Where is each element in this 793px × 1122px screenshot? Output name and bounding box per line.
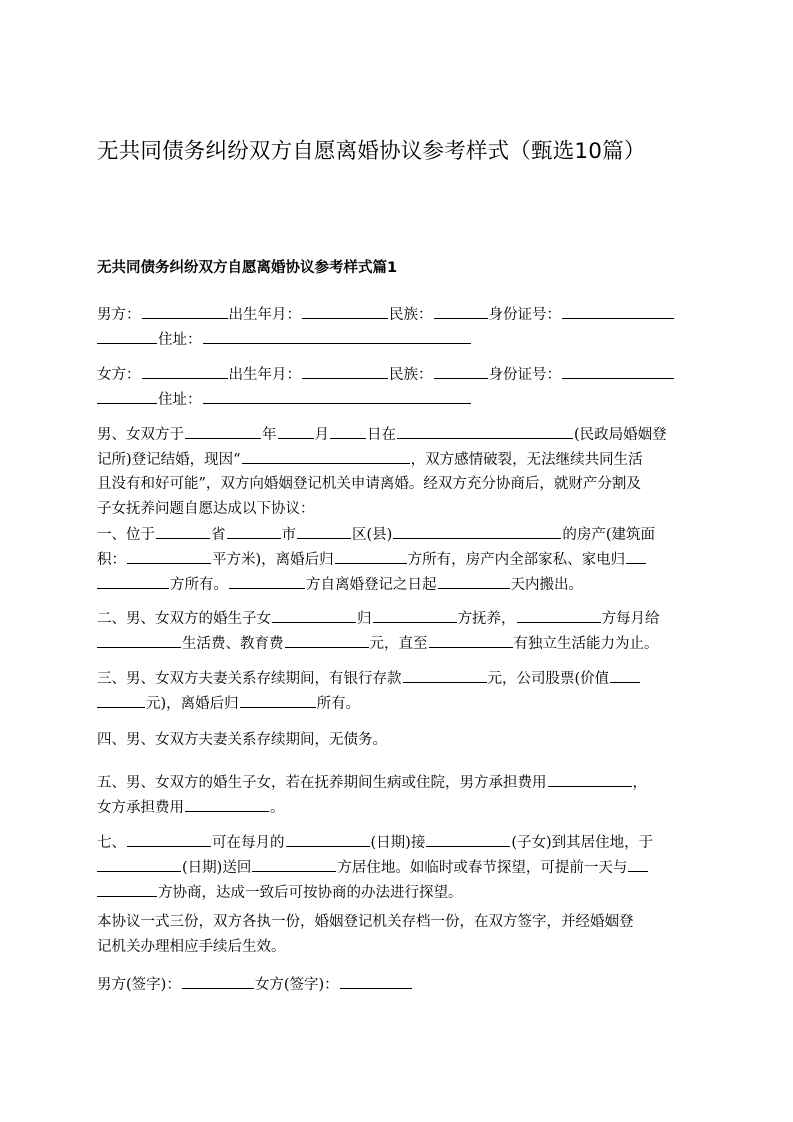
negotiate-party-blank-cont — [97, 880, 157, 897]
woman-cost-blank — [185, 795, 269, 812]
child-blank — [272, 606, 356, 623]
clause-1 — [97, 522, 697, 597]
man-ethnic-label: 民族： — [389, 307, 433, 323]
woman-ethnic-label: 民族： — [389, 367, 433, 383]
child-name-blank — [426, 830, 510, 847]
intro-text: ，双方感情破裂，无法继续共同生活 — [410, 452, 643, 468]
intro-text: 日在 — [367, 427, 396, 443]
clause-text: 元，公司股票(价值 — [487, 671, 610, 687]
man-id-blank — [562, 302, 674, 319]
negotiate-party-blank — [628, 855, 648, 872]
man-signature-label: 男方(签字)： — [97, 977, 181, 993]
clause-text: (子女)到其居住地，于 — [511, 835, 654, 851]
man-cost-blank — [548, 770, 632, 787]
woman-id-label: 身份证号： — [488, 367, 561, 383]
woman-info-line-1 — [97, 362, 697, 387]
woman-signature-label: 女方(签字)： — [254, 977, 339, 993]
clause-text: 可在每月的 — [212, 835, 285, 851]
clause-text: 五、男、女双方的婚生子女，若在抚养期间生病或住院，男方承担费用 — [97, 775, 547, 791]
province-blank — [156, 522, 210, 539]
man-label: 男方： — [97, 307, 141, 323]
clause-text: (日期)接 — [370, 835, 426, 851]
man-addr-label: 住址： — [158, 332, 202, 348]
move-out-party-blank — [229, 572, 305, 589]
address-blank — [393, 522, 561, 539]
month-blank — [278, 422, 314, 439]
clause-text: 方自离婚登记之日起 — [306, 577, 437, 593]
closing-line-2 — [97, 935, 697, 960]
clause-text: 元)，离婚后归 — [146, 696, 239, 712]
man-ethnic-blank — [434, 302, 488, 319]
intro-line-1 — [97, 422, 697, 447]
day-blank — [330, 422, 366, 439]
clause-text: ， — [632, 775, 647, 791]
woman-ethnic-blank — [434, 362, 488, 379]
clause-text: 二、男、女双方的婚生子女 — [97, 611, 271, 627]
man-id-label: 身份证号： — [488, 307, 561, 323]
clause-text: 方居住地。如临时或春节探望，可提前一天与 — [337, 860, 628, 876]
intro-text: 记所)登记结婚，现因“ — [97, 452, 241, 468]
document-title: 无共同债务纠纷双方自愿离婚协议参考样式（甄选10篇） — [97, 139, 646, 164]
clause-3-line-2 — [97, 691, 697, 716]
clause-text: 。 — [270, 800, 285, 816]
clause-text: 方所有，房产内全部家私、家电归 — [407, 552, 626, 568]
clause-text: 方每月给 — [601, 611, 660, 627]
clause-7 — [97, 830, 697, 905]
asset-owner-blank — [240, 691, 316, 708]
intro-text: 且没有和好可能”，双方向婚姻登记机关申请离婚。经双方充分协商后，就财产分割及 — [97, 476, 641, 492]
clause-3-line-1 — [97, 666, 697, 691]
woman-addr-blank — [203, 387, 471, 404]
clause-text: 七、 — [97, 835, 126, 851]
clause-text: 所有。 — [316, 696, 361, 712]
woman-birth-label: 出生年月： — [228, 367, 301, 383]
clause-7-line-1 — [97, 830, 697, 855]
clause-3 — [97, 666, 697, 716]
clause-text: 方抚养， — [457, 611, 516, 627]
woman-info-line-2 — [97, 387, 697, 412]
man-info-block — [97, 302, 697, 352]
until-blank — [429, 631, 513, 648]
clause-2-line-2 — [97, 631, 697, 656]
signature-line — [97, 972, 697, 997]
clause-text: 平方米)，离婚后归 — [212, 552, 334, 568]
clause-text: (日期)送回 — [182, 860, 252, 876]
custody-blank — [373, 606, 457, 623]
man-signature-blank — [182, 972, 254, 989]
payee-blank — [97, 631, 181, 648]
clause-text: 天内搬出。 — [510, 577, 583, 593]
intro-line-3 — [97, 472, 697, 497]
intro-line-2 — [97, 447, 697, 472]
woman-name-blank — [142, 362, 228, 379]
clause-text: 三、男、女双方夫妻关系存续期间，有银行存款 — [97, 671, 402, 687]
section-heading: 无共同债务纠纷双方自愿离婚协议参考样式篇1 — [97, 260, 398, 276]
clause-7-line-3 — [97, 880, 697, 905]
clause-2-line-1 — [97, 606, 697, 631]
woman-addr-label: 住址： — [158, 392, 202, 408]
closing-paragraph — [97, 910, 697, 960]
intro-text: 月 — [314, 427, 329, 443]
clause-4 — [97, 728, 697, 753]
clause-text: 女方承担费用 — [97, 800, 184, 816]
intro-text: 男、女双方于 — [97, 427, 184, 443]
return-party-blank — [252, 855, 336, 872]
amount-blank — [285, 631, 369, 648]
closing-line-1 — [97, 910, 697, 935]
man-name-blank — [142, 302, 228, 319]
visitor-blank — [127, 830, 211, 847]
house-owner-blank — [335, 547, 407, 564]
intro-line-4 — [97, 497, 697, 522]
clause-text: 归 — [357, 611, 372, 627]
furniture-owner-blank — [626, 547, 646, 564]
clause-5-line-1 — [97, 770, 697, 795]
woman-birth-blank — [302, 362, 388, 379]
reason-blank — [242, 447, 410, 464]
intro-paragraph — [97, 422, 697, 522]
clause-text: 有独立生活能力为止。 — [513, 636, 659, 652]
clause-text: 四、男、女双方夫妻关系存续期间，无债务。 — [97, 732, 387, 748]
woman-id-blank — [562, 362, 674, 379]
furniture-owner-blank-cont — [97, 572, 169, 589]
clause-2 — [97, 606, 697, 656]
pickup-date-blank — [286, 830, 370, 847]
area-blank — [127, 547, 211, 564]
man-addr-blank — [203, 327, 471, 344]
intro-text: (民政局婚姻登 — [574, 427, 667, 443]
man-info-line-2 — [97, 327, 697, 352]
woman-signature-blank — [340, 972, 412, 989]
intro-text: 子女抚养问题自愿达成以下协议： — [97, 501, 315, 517]
registry-blank — [397, 422, 573, 439]
clause-text: 市 — [281, 527, 296, 543]
payer-blank — [517, 606, 601, 623]
man-birth-blank — [302, 302, 388, 319]
man-info-line-1 — [97, 302, 697, 327]
clause-text: 积： — [97, 552, 126, 568]
woman-label: 女方： — [97, 367, 141, 383]
district-blank — [297, 522, 351, 539]
clause-7-line-2 — [97, 855, 697, 880]
clause-text: 一、位于 — [97, 527, 155, 543]
city-blank — [227, 522, 281, 539]
man-id-blank-cont — [97, 327, 157, 344]
woman-id-blank-cont — [97, 387, 157, 404]
man-birth-label: 出生年月： — [228, 307, 301, 323]
intro-text: 年 — [262, 427, 277, 443]
closing-text: 记机关办理相应手续后生效。 — [97, 939, 286, 955]
clause-text: 元，直至 — [369, 636, 428, 652]
signature-row — [97, 972, 697, 997]
stock-value-blank-cont — [97, 691, 145, 708]
clause-5-line-2 — [97, 795, 697, 820]
clause-1-line-1 — [97, 522, 697, 547]
clause-1-line-2 — [97, 547, 697, 572]
clause-4-line-1 — [97, 728, 697, 753]
stock-value-blank — [610, 666, 640, 683]
clause-text: 省 — [211, 527, 226, 543]
closing-text: 本协议一式三份，双方各执一份，婚姻登记机关存档一份，在双方签字，并经婚姻登 — [97, 914, 634, 930]
clause-text: 的房产(建筑面 — [562, 527, 655, 543]
days-blank — [438, 572, 510, 589]
clause-text: 区(县) — [352, 527, 393, 543]
clause-text: 生活费、教育费 — [182, 636, 284, 652]
clause-5 — [97, 770, 697, 820]
woman-info-block — [97, 362, 697, 412]
deposit-blank — [403, 666, 487, 683]
year-blank — [185, 422, 261, 439]
clause-text: 方协商，达成一致后可按协商的办法进行探望。 — [158, 885, 463, 901]
return-date-blank — [97, 855, 181, 872]
clause-text: 方所有。 — [170, 577, 228, 593]
clause-1-line-3 — [97, 572, 697, 597]
